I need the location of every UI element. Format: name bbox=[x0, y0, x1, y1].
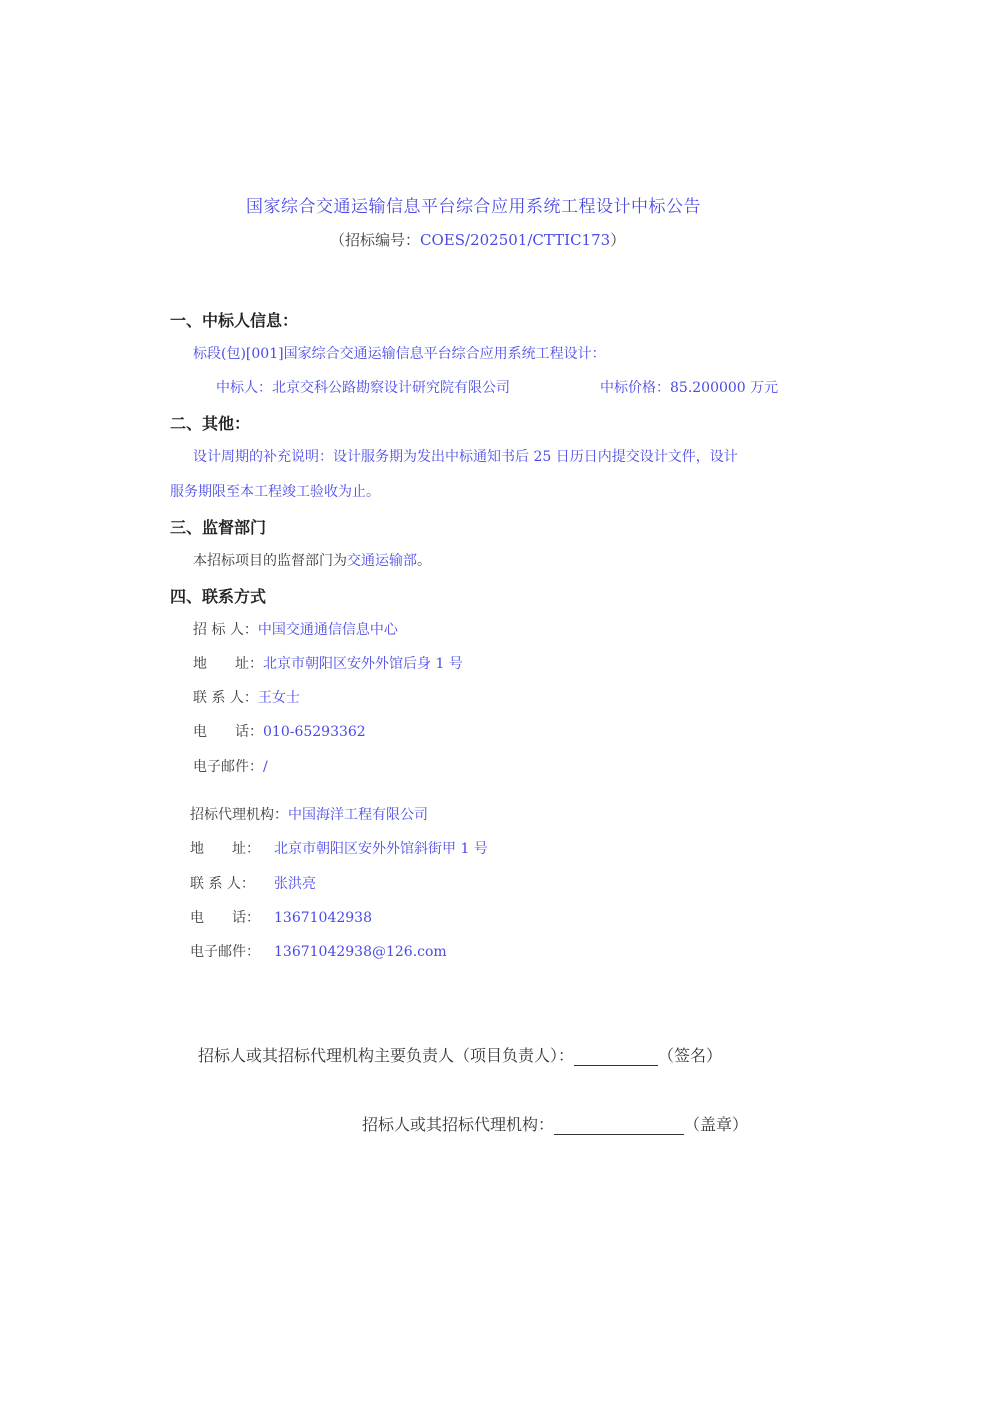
signature-blank bbox=[574, 1051, 658, 1066]
contact-label: 电 话： bbox=[193, 724, 263, 740]
document-title: 国家综合交通运输信息平台综合应用系统工程设计中标公告 bbox=[246, 197, 701, 217]
price-label: 中标价格： bbox=[600, 380, 670, 396]
section-heading-other: 二、其他： bbox=[170, 414, 251, 433]
contact-value: 010-65293362 bbox=[263, 724, 366, 740]
signature-principal-label: 招标人或其招标代理机构主要负责人（项目负责人）： bbox=[198, 1046, 575, 1065]
bid-number bbox=[330, 229, 625, 250]
bid-number-value: COES/202501/CTTIC173 bbox=[420, 231, 611, 249]
contact-row bbox=[193, 653, 463, 673]
other-text-line1: 设计周期的补充说明：设计服务期为发出中标通知书后 25 日历日内提交设计文件，设计 bbox=[193, 449, 738, 465]
section-heading-contact: 四、联系方式 bbox=[170, 587, 267, 606]
agency-row bbox=[190, 907, 372, 927]
agency-row bbox=[190, 873, 316, 893]
agency-value: 张洪亮 bbox=[274, 876, 316, 892]
signature-agency-suffix: （盖章） bbox=[684, 1115, 749, 1134]
supervision-prefix: 本招标项目的监督部门为 bbox=[193, 553, 347, 569]
contact-label: 电子邮件： bbox=[193, 759, 263, 775]
contact-value: 王女士 bbox=[257, 690, 300, 706]
agency-value: 北京市朝阳区安外外馆斜街甲 1 号 bbox=[274, 841, 488, 857]
agency-label: 联 系 人： bbox=[190, 876, 255, 892]
agency-row bbox=[190, 838, 488, 858]
contact-row bbox=[193, 756, 268, 776]
seal-blank bbox=[554, 1120, 684, 1135]
contact-row bbox=[193, 687, 300, 707]
supervision-suffix: 。 bbox=[417, 553, 431, 569]
contact-label: 联 系 人： bbox=[193, 690, 258, 706]
lot-description: 标段(包)[001]国家综合交通运输信息平台综合应用系统工程设计： bbox=[193, 346, 606, 362]
price-value: 85.200000 万元 bbox=[670, 380, 779, 396]
contact-row bbox=[193, 619, 398, 639]
bid-number-close: ） bbox=[610, 231, 626, 249]
winner-row bbox=[216, 377, 510, 397]
contact-label: 地 址： bbox=[193, 656, 263, 672]
contact-value: 中国交通通信信息中心 bbox=[257, 622, 398, 638]
bid-number-label: （招标编号： bbox=[330, 231, 421, 249]
signature-line-agency bbox=[362, 1112, 748, 1135]
agency-value: 13671042938 bbox=[274, 910, 372, 926]
agency-label: 电 话： bbox=[190, 910, 260, 926]
agency-value: 13671042938@126.com bbox=[274, 944, 447, 960]
other-text-line2: 服务期限至本工程竣工验收为止。 bbox=[170, 484, 380, 500]
supervision-dept: 交通运输部 bbox=[347, 553, 417, 569]
contact-row bbox=[193, 721, 366, 741]
agency-label: 地 址： bbox=[190, 841, 260, 857]
signature-principal-suffix: （签名） bbox=[658, 1046, 723, 1065]
contact-value: / bbox=[263, 759, 268, 775]
price-row bbox=[600, 377, 778, 397]
agency-label: 电子邮件： bbox=[190, 944, 260, 960]
winner-label: 中标人： bbox=[216, 380, 272, 396]
section-heading-supervision: 三、监督部门 bbox=[170, 518, 267, 537]
signature-line-principal bbox=[198, 1043, 722, 1066]
agency-row bbox=[190, 941, 447, 961]
signature-agency-label: 招标人或其招标代理机构： bbox=[362, 1115, 555, 1134]
supervision-text bbox=[193, 550, 431, 570]
agency-row bbox=[190, 804, 428, 824]
agency-value: 中国海洋工程有限公司 bbox=[288, 807, 428, 823]
agency-label: 招标代理机构： bbox=[190, 807, 288, 823]
section-heading-winner: 一、中标人信息： bbox=[170, 311, 299, 330]
contact-value: 北京市朝阳区安外外馆后身 1 号 bbox=[263, 656, 463, 672]
winner-name: 北京交科公路勘察设计研究院有限公司 bbox=[272, 380, 510, 396]
contact-label: 招 标 人： bbox=[193, 622, 258, 638]
